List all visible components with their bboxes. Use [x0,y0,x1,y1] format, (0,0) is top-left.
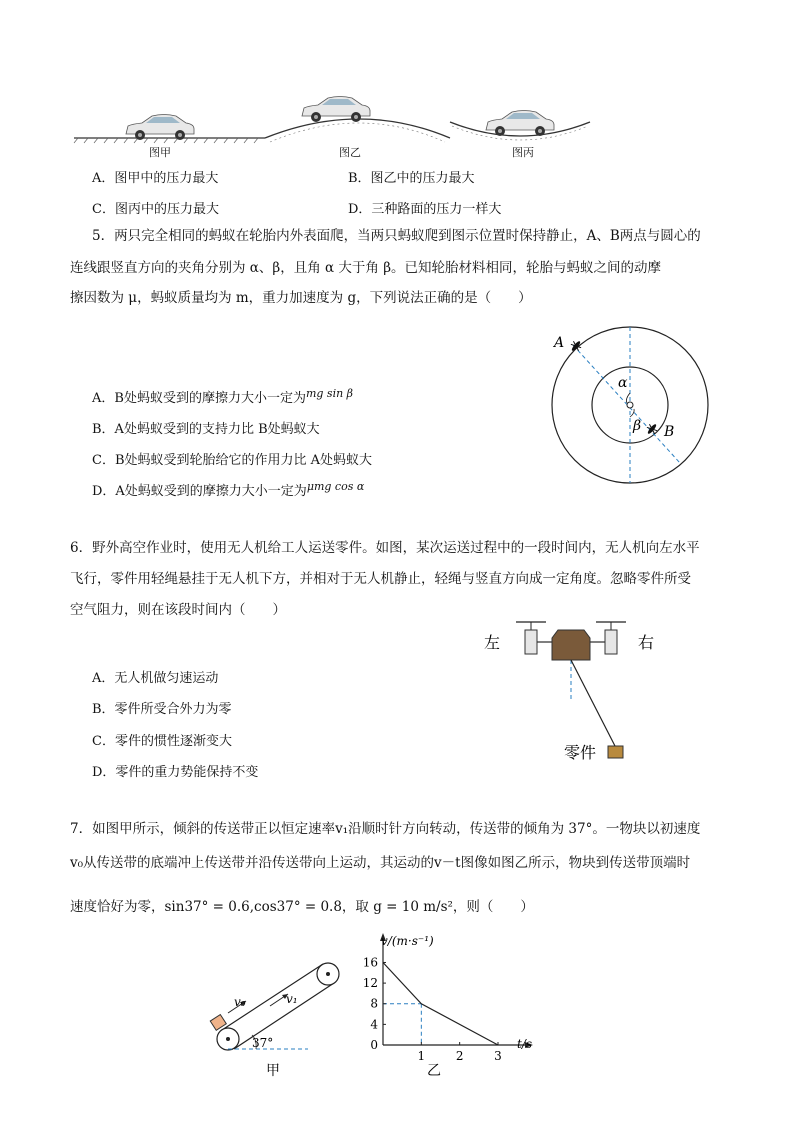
q5-option-b: B．A处蚂蚁受到的支持力比 B处蚂蚁大 [92,422,320,437]
car-icon [486,111,554,137]
q5-option-d-formula: μmg cos α [306,480,365,493]
label-part: 零件 [564,743,597,762]
q6-option-a: A．无人机做匀速运动 [92,671,219,686]
road-concave [450,111,590,141]
q4-option-d: D．三种路面的压力一样大 [348,202,502,217]
q5-stem-line3: 擦因数为 μ，蚂蚁质量均为 m，重力加速度为 g，下列说法正确的是（ ） [70,290,532,306]
q6-drone-figure [470,618,670,768]
ant-A-icon [568,338,583,354]
y-tick-label: 12 [362,976,378,991]
q5-option-d-text: D．A处蚂蚁受到的摩擦力大小一定为 [92,484,307,499]
y-tick-label: 8 [370,996,378,1011]
q5-option-d [92,480,364,499]
caption-jia: 甲 [266,1063,280,1079]
caption-yi: 乙 [427,1063,441,1079]
q6-option-b: B．零件所受合外力为零 [92,702,232,717]
q4-option-c: C．图丙中的压力最大 [92,202,219,217]
q6-stem-line1: 6．野外高空作业时，使用无人机给工人运送零件。如图，某次运送过程中的一段时间内，无人机向左水平 [70,540,700,556]
label-angle: 37° [252,1036,274,1050]
label-v1: v₁ [286,992,298,1006]
ant-B-icon [644,421,659,437]
y-tick-label: 0 [370,1038,378,1052]
q6-option-d: D．零件的重力势能保持不变 [92,765,259,780]
q5-stem-line1: 5．两只完全相同的蚂蚁在轮胎内外表面爬，当两只蚂蚁爬到图示位置时保持静止，A、B两点与圆心的 [92,228,701,244]
road-flat [74,115,265,144]
y-tick-label: 16 [362,955,378,970]
q7-conveyor-figure [200,955,340,1080]
q5-option-a-text: A．B处蚂蚁受到的摩擦力大小一定为 [92,391,306,406]
q6-option-c: C．零件的惯性逐渐变大 [92,734,232,749]
y-tick-label: 4 [370,1017,378,1032]
center-point [627,402,633,408]
q5-tire-figure [548,325,728,505]
radius-A-dashed [573,345,680,463]
q7-stem-line2: v₀从传送带的底端冲上传送带并沿传送带向上运动，其运动的v－t图像如图乙所示，物块到传送带顶端时 [70,855,691,871]
label-left: 左 [484,633,501,652]
car-icon [126,115,194,141]
q6-stem-line2: 飞行，零件用轻绳悬挂于无人机下方，并相对于无人机静止，轻绳与竖直方向成一定角度。忽略零件所受 [70,571,691,587]
q7-stem-line1: 7．如图甲所示，倾斜的传送带正以恒定速率v₁沿顺时针方向转动，传送带的倾角为 37°。一物块以初速度 [70,821,701,837]
q5-option-a-formula: mg sin β [305,387,354,400]
q4-option-b: B．图乙中的压力最大 [348,171,475,186]
block [210,1015,226,1031]
x-tick-label: 1 [417,1049,426,1063]
label-right: 右 [638,633,655,652]
q4-option-a: A．图甲中的压力最大 [92,171,219,186]
q7-vt-chart [355,925,545,1085]
x-tick-label: 3 [494,1049,502,1063]
q5-option-c: C．B处蚂蚁受到轮胎给它的作用力比 A处蚂蚁大 [92,453,373,468]
q7-stem-line3: 速度恰好为零，sin37° = 0.6,cos37° = 0.8，取 g = 10 m/s²，则（ ） [70,899,534,915]
road-convex [265,97,450,143]
label-A: A [554,335,565,351]
angle-alpha: α [618,375,628,391]
angle-beta: β [633,418,642,434]
fig-label-jia: 图甲 [149,146,171,159]
q6-stem-line3: 空气阻力，则在该段时间内（ ） [70,602,286,618]
y-axis-label: v/(m·s⁻¹) [381,934,434,948]
fig-label-yi: 图乙 [339,146,361,159]
x-tick-label: 2 [455,1049,464,1063]
fig-label-bing: 图丙 [512,146,534,159]
vt-axes [380,933,533,1048]
q5-option-a [92,387,353,406]
drone-icon [516,622,626,660]
vt-guides [383,1004,421,1045]
label-B: B [664,424,675,440]
q5-stem-line2: 连线跟竖直方向的夹角分别为 α、β，且角 α 大于角 β。已知轮胎材料相同，轮胎与蚂蚁之间的动摩 [70,260,662,276]
label-v0: v₀ [234,995,246,1009]
rope [571,660,615,746]
part-box [608,746,623,758]
car-icon [302,97,370,123]
x-axis-label: t/s [517,1037,533,1051]
